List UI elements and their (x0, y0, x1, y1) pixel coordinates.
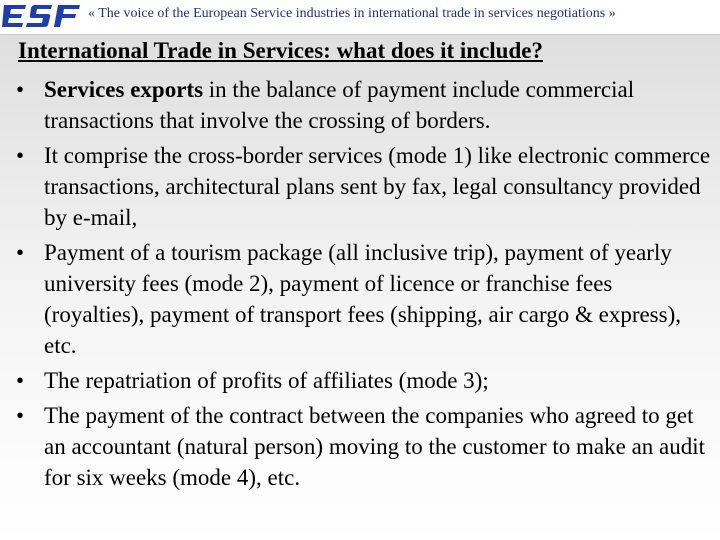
bullet-marker: • (16, 240, 25, 265)
bullet-item (16, 237, 712, 361)
bullet-text: Payment of a tourism package (all inclusive trip), payment of yearly university fees (mode 2), payment of licence or franchise fees (royalties), payment of transport fees (shipping, air cargo & express), etc. (44, 240, 681, 358)
header-divider (0, 34, 720, 35)
bullet-item (16, 140, 712, 233)
header (0, 0, 720, 34)
bullet-item (16, 365, 712, 396)
slide-title: International Trade in Services: what does it include? (18, 38, 543, 63)
bullet-text: It comprise the cross-border services (mode 1) like electronic commerce transactions, architectural plans sent by fax, legal consultancy provided by e-mail, (44, 143, 711, 230)
bullet-text: The payment of the contract between the companies who agreed to get an accountant (natural person) moving to the customer to make an audit for six weeks (mode 4), etc. (44, 403, 706, 490)
bullet-marker: • (16, 368, 25, 393)
bullet-marker: • (16, 77, 25, 102)
bullet-item (16, 74, 712, 136)
bullet-marker: • (16, 403, 25, 428)
bullet-text: in the balance of payment include commercial transactions that involve the crossing of borders. (44, 77, 635, 133)
bullet-bold-lead: Services exports (44, 77, 204, 102)
bullet-item (16, 400, 712, 493)
bullet-marker: • (16, 143, 25, 168)
header-tagline: « The voice of the European Service industries in international trade in services negotiations » (88, 6, 616, 21)
bullet-list (16, 74, 712, 497)
bullet-text: The repatriation of profits of affiliates (mode 3); (44, 368, 489, 393)
esf-logo (2, 1, 80, 31)
